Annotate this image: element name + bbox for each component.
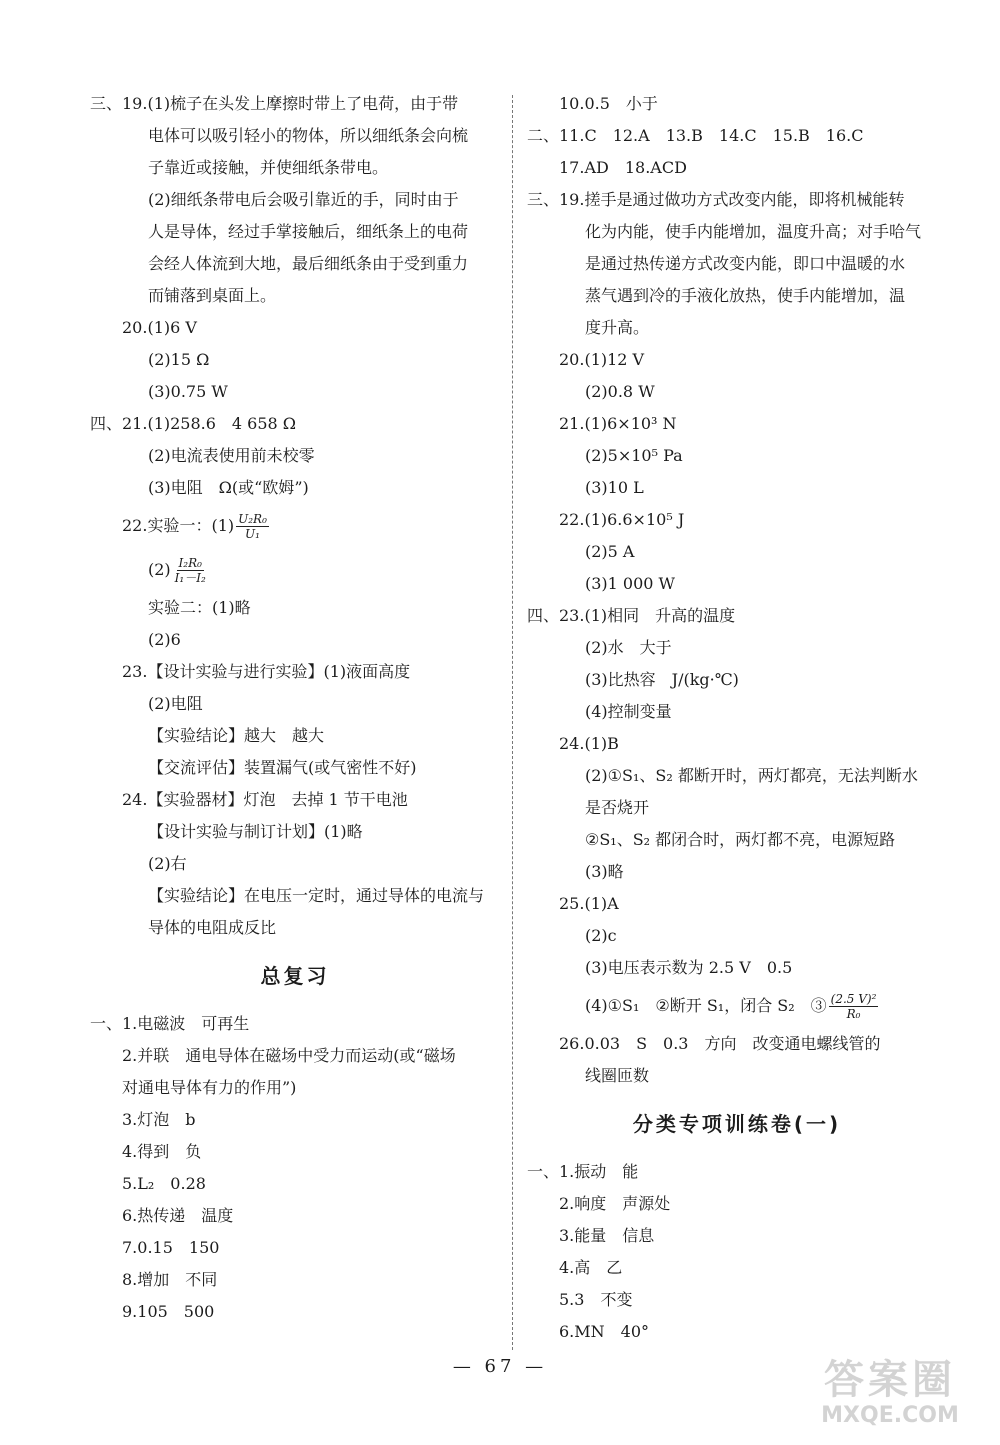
q22-label2: (2): [148, 560, 171, 579]
q25-fraction: $\frac{\text{(2.5 V)²}}{\text{R₀}}$: [830, 992, 877, 1021]
answer-line: 6.MN 40°: [559, 1322, 650, 1341]
answer-line: 实验二：(1)略: [148, 598, 251, 617]
answer-line: 线圈匝数: [585, 1066, 650, 1085]
q25-part4: [527, 984, 947, 1028]
answer-line: (2)0.8 W: [585, 382, 655, 401]
answer-line: 20.(1)12 V: [559, 350, 645, 369]
answer-line: 3.灯泡 b: [122, 1110, 196, 1129]
answer-line: 一、1.电磁波 可再生: [90, 1014, 250, 1033]
answer-line: (3)0.75 W: [148, 382, 228, 401]
section-heading-training: 分类专项训练卷(一): [632, 1112, 842, 1136]
answer-line: 24.【实验器材】灯泡 去掉 1 节干电池: [122, 790, 408, 809]
answer-line: (2)水 大于: [585, 638, 672, 657]
answer-line: (2)右: [148, 854, 187, 873]
watermark-domain: MXQE.COM: [821, 1403, 959, 1428]
answer-line: (2)5×10⁵ Pa: [585, 446, 683, 465]
answer-line: 24.(1)B: [559, 734, 619, 753]
answer-line: 22.(1)6.6×10⁵ J: [559, 510, 685, 529]
answer-line: 会经人体流到大地，最后细纸条由于受到重力: [148, 254, 469, 273]
answer-line: (2)细纸条带电后会吸引靠近的手，同时由于: [148, 190, 459, 209]
answer-line: (3)1 000 W: [585, 574, 675, 593]
answer-line: 子靠近或接触，并使细纸条带电。: [148, 158, 389, 177]
answer-line: 是通过热传递方式改变内能，即口中温暖的水: [585, 254, 906, 273]
answer-line: 17.AD 18.ACD: [559, 158, 687, 177]
answer-line: (3)10 L: [585, 478, 644, 497]
left-answers-a: [90, 88, 500, 504]
q22-exp1: [90, 504, 500, 548]
answer-line: 5.L₂ 0.28: [122, 1174, 206, 1193]
answer-line: 三、19.搓手是通过做功方式改变内能，即将机械能转: [527, 190, 905, 209]
answer-line: 10.0.5 小于: [559, 94, 658, 113]
answer-line: (2)c: [585, 926, 617, 945]
right-answers-c: [527, 1156, 947, 1348]
answer-line: 二、11.C 12.A 13.B 14.C 15.B 16.C: [527, 126, 864, 145]
answer-line: 人是导体，经过手掌接触后，细纸条上的电荷: [148, 222, 469, 241]
answer-line: 9.105 500: [122, 1302, 215, 1321]
answer-line: (3)电阻 Ω(或“欧姆”): [148, 478, 309, 497]
answer-line: 5.3 不变: [559, 1290, 633, 1309]
answer-line: 导体的电阻成反比: [148, 918, 277, 937]
q25-4-label: (4)①S₁ ②断开 S₁，闭合 S₂ ③: [585, 996, 827, 1015]
left-column: [90, 88, 500, 1328]
answer-line: 【设计实验与制订计划】(1)略: [148, 822, 363, 841]
q22-exp1-part2: [90, 548, 500, 592]
answer-line: 【交流评估】装置漏气(或气密性不好): [148, 758, 417, 777]
answer-line: 25.(1)A: [559, 894, 619, 913]
answer-line: 8.增加 不同: [122, 1270, 218, 1289]
answer-line: 23.【设计实验与进行实验】(1)液面高度: [122, 662, 411, 681]
column-divider: [512, 95, 513, 1350]
answer-line: (3)电压表示数为 2.5 V 0.5: [585, 958, 793, 977]
answer-line: (3)略: [585, 862, 624, 881]
answer-line: 化为内能，使手内能增加，温度升高；对手哈气: [585, 222, 922, 241]
answer-line: 一、1.振动 能: [527, 1162, 639, 1181]
answer-line: 7.0.15 150: [122, 1238, 220, 1257]
answer-line: (3)比热容 J/(kg·℃): [585, 670, 739, 689]
answer-line: 21.(1)6×10³ N: [559, 414, 677, 433]
answer-line: 而铺落到桌面上。: [148, 286, 277, 305]
section-heading-review: 总复习: [260, 964, 330, 988]
answer-line: 电体可以吸引轻小的物体，所以细纸条会向梳: [148, 126, 469, 145]
q22-fraction-1: $\frac{\text{U₂R₀}}{\text{U₁}}$: [238, 512, 267, 541]
answer-line: 四、21.(1)258.6 4 658 Ω: [90, 414, 297, 433]
answer-line: 对通电导体有力的作用”): [122, 1078, 297, 1097]
answer-line: 20.(1)6 V: [122, 318, 197, 337]
answer-line: (2)6: [148, 630, 181, 649]
answer-line: 3.能量 信息: [559, 1226, 655, 1245]
answer-line: 【实验结论】在电压一定时，通过导体的电流与: [148, 886, 485, 905]
answer-line: ②S₁、S₂ 都闭合时，两灯都不亮，电源短路: [585, 830, 896, 849]
left-answers-c: [90, 1008, 500, 1328]
answer-line: (4)控制变量: [585, 702, 672, 721]
watermark-logo: [790, 1357, 990, 1437]
answer-line: 2.并联 通电导体在磁场中受力而运动(或“磁场: [122, 1046, 456, 1065]
answer-line: 三、19.(1)梳子在头发上摩擦时带上了电荷，由于带: [90, 94, 459, 113]
left-answers-b: [90, 592, 500, 944]
page-number: — 67 —: [452, 1356, 548, 1377]
answer-line: 6.热传递 温度: [122, 1206, 234, 1225]
answer-line: 2.响度 声源处: [559, 1194, 671, 1213]
right-answers-a: [527, 88, 947, 984]
answer-line: (2)15 Ω: [148, 350, 210, 369]
q22-label: 22.实验一：(1): [122, 516, 235, 535]
answer-line: 是否烧开: [585, 798, 650, 817]
answer-line: 4.高 乙: [559, 1258, 623, 1277]
answer-line: (2)①S₁、S₂ 都断开时，两灯都亮，无法判断水: [585, 766, 918, 785]
answer-line: (2)电阻: [148, 694, 203, 713]
answer-line: (2)电流表使用前未校零: [148, 446, 315, 465]
watermark-text: 答案圈: [824, 1357, 956, 1403]
answer-line: 四、23.(1)相同 升高的温度: [527, 606, 736, 625]
right-column: [527, 88, 947, 1348]
answer-line: 蒸气遇到冷的手液化放热，使手内能增加，温: [585, 286, 906, 305]
answer-line: (2)5 A: [585, 542, 635, 561]
q22-fraction-2: $\frac{\text{I₂R₀}}{\text{I₁－I₂}}$: [174, 556, 206, 585]
answer-line: 26.0.03 S 0.3 方向 改变通电螺线管的: [559, 1034, 881, 1053]
right-answers-b: [527, 1028, 947, 1092]
answer-line: 4.得到 负: [122, 1142, 202, 1161]
answer-line: 【实验结论】越大 越大: [148, 726, 325, 745]
answer-line: 度升高。: [585, 318, 650, 337]
